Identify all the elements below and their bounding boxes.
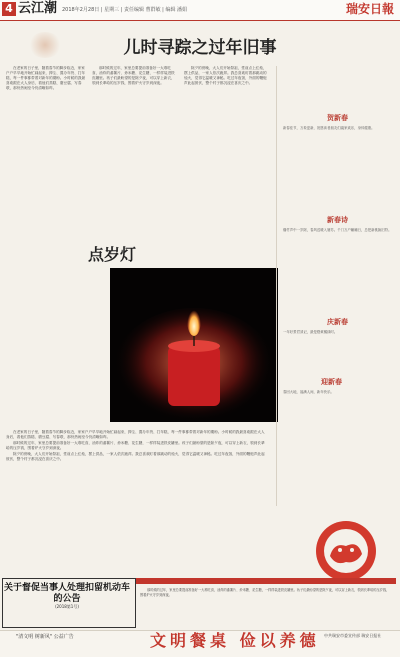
dog-papercut-illustration <box>300 520 392 582</box>
paragraph: 那时候的过年，家里总要提前准备好一大堆吃食，油炸的番薯片、炒米糖、花生糖，一样样装进铁皮罐里。孩子们最盼望的是除夕夜，可以穿上新衣，领到长辈给的压岁钱，围着炉火守岁到深夜。 <box>140 588 390 597</box>
decorative-ornament <box>28 32 62 58</box>
sidebar-text: 一年好景君须记，最是橙黄橘绿时。 <box>283 330 338 334</box>
page-number: 4 <box>2 2 16 16</box>
sidebar-text: 春回大地，福满人间，新年快乐。 <box>283 390 334 394</box>
footer-left-text: "清文明 树新风" 公益广告 <box>16 634 74 640</box>
paragraph: 在老家的日子里，随着春节的脚步临近，家家户户早早地开始忙碌起来，掸尘、置办年货、打年糕，每一件事都带着对新年的期盼。小时候的我最喜欢跟在大人身后，看他们蒸糕、磨豆腐、写春联，那份热闹至今仍清晰如昨。 <box>6 66 86 90</box>
article-column-3 <box>184 66 270 236</box>
paragraph: 那时候的过年，家里总要提前准备好一大堆吃食，油炸的番薯片、炒米糖、花生糖，一样样装进铁皮罐里。孩子们最盼望的是除夕夜，可以穿上新衣，领到长辈给的压岁钱，围着炉火守岁到深夜。 <box>92 66 175 85</box>
notice-title: 关于督促当事人处理扣留机动车的公告 <box>3 583 130 604</box>
newspaper-brand: 瑞安日報 <box>345 2 394 16</box>
page-header <box>0 0 400 21</box>
footer-slogan: 文明餐桌 俭以养德 <box>150 631 320 650</box>
article-title: 儿时寻踪之过年旧事 <box>123 38 277 58</box>
article-column-1 <box>6 66 86 366</box>
paragraph: 在老家的日子里，随着春节的脚步临近，家家户户早早地开始忙碌起来，掸尘、置办年货、打年糕，每一件事都带着对新年的期盼。小时候的我最喜欢跟在大人身后，看他们蒸糕、磨豆腐、写春联，那份热闹至今仍清晰如昨。 <box>6 430 265 439</box>
sidebar-heading: 贺新春 <box>327 114 348 122</box>
sidebar-heading: 新春诗 <box>327 216 348 224</box>
candle-icon <box>110 268 278 422</box>
subheading: 点岁灯 <box>88 245 137 264</box>
sidebar-heading: 庆新春 <box>327 318 348 326</box>
classified-ads <box>140 588 390 628</box>
sidebar-heading: 迎新春 <box>321 378 342 386</box>
sidebar-text: 新春佳节，万象更新，祝愿读者朋友们阖家欢乐，身体健康。 <box>283 126 375 130</box>
paragraph: 除夕的傍晚，大人们开始祭祖，堂前点上红烛，摆上供品，一家人依次跪拜。我总喜欢盯着那跳动的烛火，觉得它温暖又神秘。吃过年夜饭，外面的鞭炮声此起彼伏，整个村子都沉浸在喜庆之中。 <box>6 452 265 462</box>
paragraph: 那时候的过年，家里总要提前准备好一大堆吃食，油炸的番薯片、炒米糖、花生糖，一样样装进铁皮罐里。孩子们最盼望的是除夕夜，可以穿上新衣，领到长辈给的压岁钱，围着炉火守岁到深夜。 <box>6 441 265 451</box>
article-continuation <box>6 430 268 570</box>
article-column-2 <box>92 66 178 236</box>
footer-right-text: 中共瑞安市委宣传部 瑞安日报社 <box>324 633 382 638</box>
notice-subtitle: (2018第1号) <box>55 604 79 609</box>
paragraph: 除夕的傍晚，大人们开始祭祖，堂前点上红烛，摆上供品，一家人依次跪拜。我总喜欢盯着那跳动的烛火，觉得它温暖又神秘。吃过年夜饭，外面的鞭炮声此起彼伏，整个村子都沉浸在喜庆之中。 <box>184 66 267 85</box>
sidebar-column <box>276 66 397 506</box>
ad-band <box>136 578 396 584</box>
section-name: 云江潮 <box>18 1 58 16</box>
header-meta: 2018年2月28日 | 星期三 | 责任编辑 曹群敏 | 编辑 潘娟 <box>62 7 188 13</box>
sidebar-text: 爆竹声中一岁除，春风送暖入屠苏。千门万户曈曈日，总把新桃换旧符。 <box>283 228 392 232</box>
candle-photo <box>110 268 278 422</box>
